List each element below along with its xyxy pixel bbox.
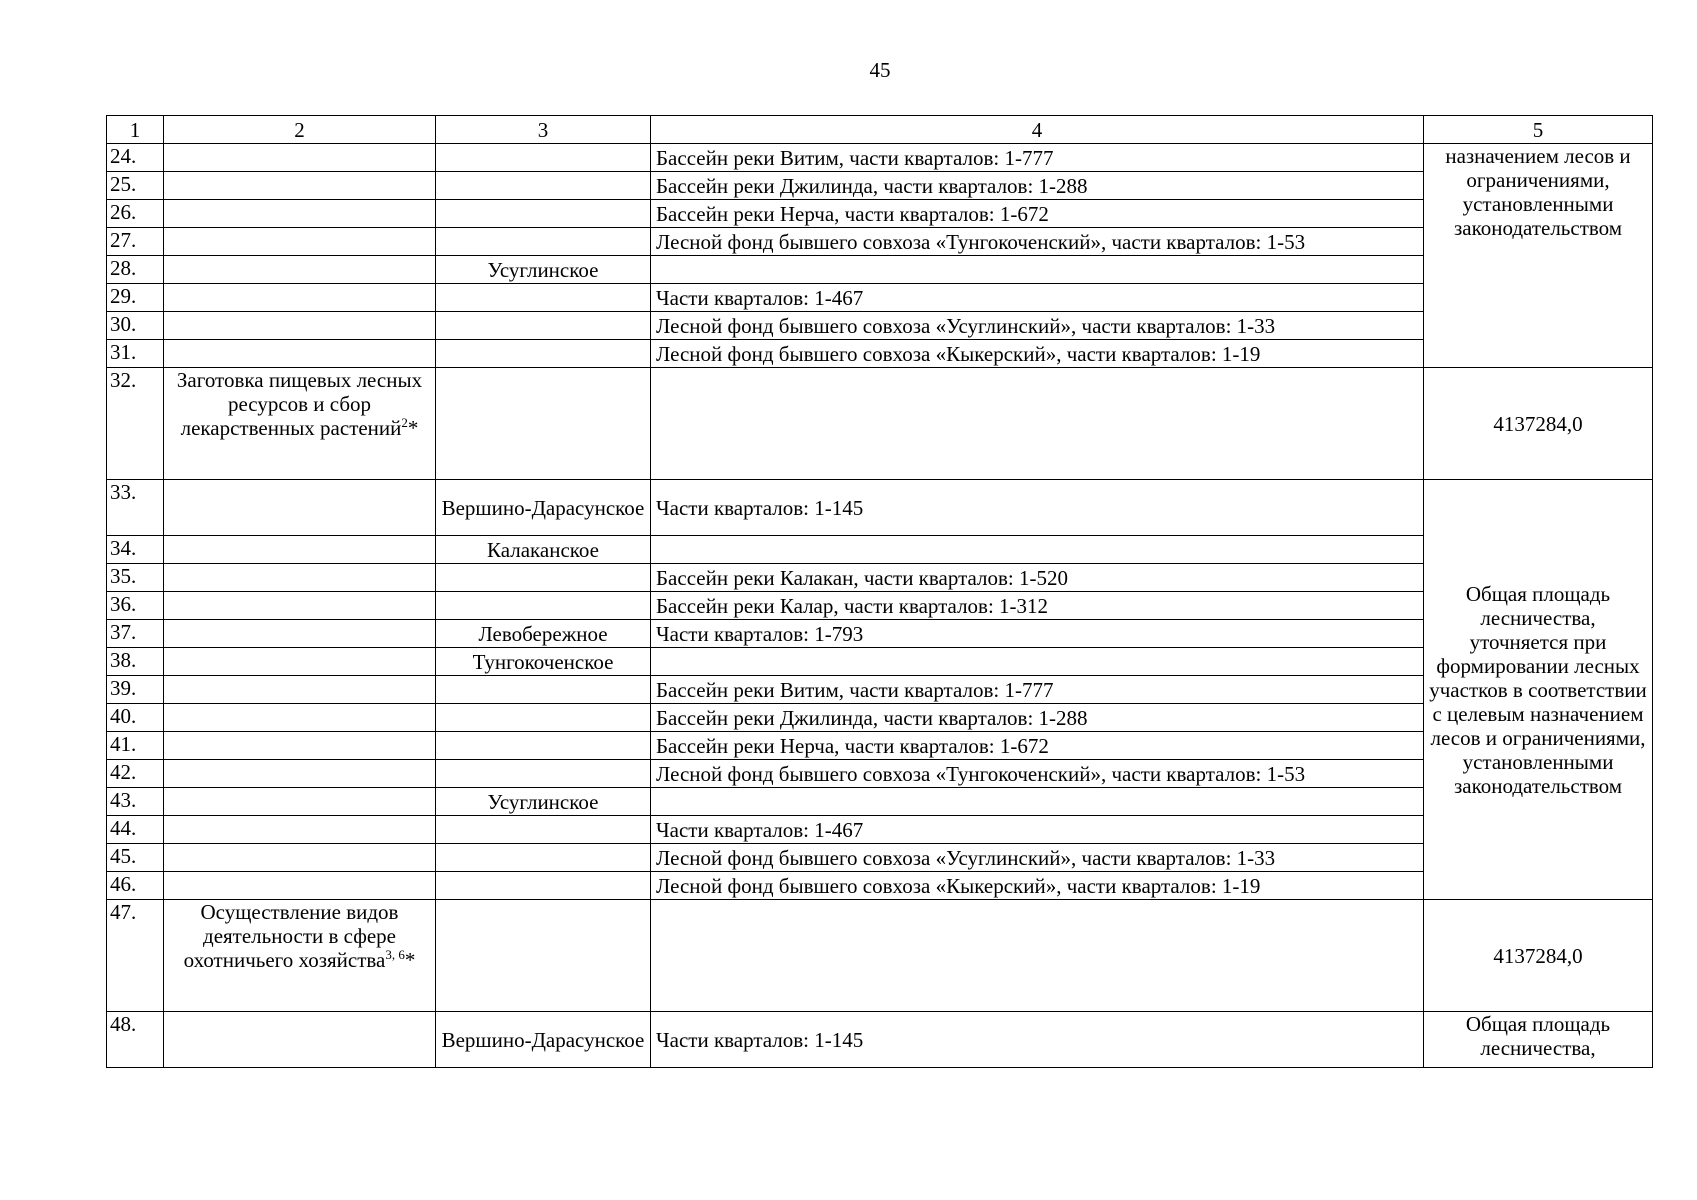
row-number: 40. xyxy=(107,704,164,732)
table-row xyxy=(107,256,1653,284)
quarters-cell: Лесной фонд бывшего совхоза «Усуглинский», части кварталов: 1-33 xyxy=(651,312,1424,340)
quarters-cell xyxy=(651,368,1424,480)
table-row xyxy=(107,368,1653,480)
area-note-cell: Общая площадь лесничества, уточняется при формировании лесных участков в соответствии с целевым назначением лесов и ограничениями, установленными законодательством xyxy=(1424,480,1653,900)
activity-cell xyxy=(164,536,436,564)
row-number: 24. xyxy=(107,144,164,172)
district-cell xyxy=(436,228,651,256)
quarters-cell: Бассейн реки Калар, части кварталов: 1-312 xyxy=(651,592,1424,620)
district-cell xyxy=(436,900,651,1012)
row-number: 31. xyxy=(107,340,164,368)
row-number: 47. xyxy=(107,900,164,1012)
row-number: 35. xyxy=(107,564,164,592)
header-cell: 1 xyxy=(107,116,164,144)
row-number: 36. xyxy=(107,592,164,620)
quarters-cell: Лесной фонд бывшего совхоза «Кыкерский», части кварталов: 1-19 xyxy=(651,872,1424,900)
district-cell: Калаканское xyxy=(436,536,651,564)
quarters-cell xyxy=(651,648,1424,676)
district-cell xyxy=(436,872,651,900)
header-row xyxy=(107,116,1653,144)
header-cell: 5 xyxy=(1424,116,1653,144)
header-cell: 3 xyxy=(436,116,651,144)
table-row xyxy=(107,480,1653,536)
quarters-cell: Части кварталов: 1-145 xyxy=(651,1012,1424,1068)
table-row xyxy=(107,564,1653,592)
table-row xyxy=(107,200,1653,228)
district-cell xyxy=(436,676,651,704)
quarters-cell: Лесной фонд бывшего совхоза «Тунгокоченский», части кварталов: 1-53 xyxy=(651,228,1424,256)
activity-cell xyxy=(164,312,436,340)
quarters-cell: Бассейн реки Калакан, части кварталов: 1-520 xyxy=(651,564,1424,592)
header-cell: 2 xyxy=(164,116,436,144)
row-number: 28. xyxy=(107,256,164,284)
district-cell xyxy=(436,844,651,872)
district-cell xyxy=(436,704,651,732)
activity-cell xyxy=(164,200,436,228)
quarters-cell: Бассейн реки Джилинда, части кварталов: 1-288 xyxy=(651,704,1424,732)
quarters-cell: Лесной фонд бывшего совхоза «Кыкерский», части кварталов: 1-19 xyxy=(651,340,1424,368)
row-number: 25. xyxy=(107,172,164,200)
table-row xyxy=(107,648,1653,676)
quarters-cell xyxy=(651,256,1424,284)
activity-cell xyxy=(164,676,436,704)
activity-cell xyxy=(164,284,436,312)
row-number: 39. xyxy=(107,676,164,704)
footnote-ref: 2 xyxy=(401,415,408,430)
district-cell xyxy=(436,284,651,312)
row-number: 27. xyxy=(107,228,164,256)
activity-cell xyxy=(164,564,436,592)
district-cell xyxy=(436,368,651,480)
activity-cell xyxy=(164,900,436,1012)
activity-cell xyxy=(164,620,436,648)
table-row xyxy=(107,312,1653,340)
district-cell xyxy=(436,592,651,620)
table-row xyxy=(107,704,1653,732)
quarters-cell xyxy=(651,900,1424,1012)
activity-cell xyxy=(164,732,436,760)
activity-cell xyxy=(164,592,436,620)
activity-cell xyxy=(164,228,436,256)
district-cell xyxy=(436,816,651,844)
row-number: 48. xyxy=(107,1012,164,1068)
footnote-asterisk: * xyxy=(404,948,416,972)
area-note-cell: Общая площадь лесничества, xyxy=(1424,1012,1653,1068)
district-cell xyxy=(436,172,651,200)
district-cell xyxy=(436,200,651,228)
district-cell: Левобережное xyxy=(436,620,651,648)
activity-cell xyxy=(164,340,436,368)
header-cell: 4 xyxy=(651,116,1424,144)
quarters-cell: Лесной фонд бывшего совхоза «Тунгокоченский», части кварталов: 1-53 xyxy=(651,760,1424,788)
quarters-cell: Бассейн реки Нерча, части кварталов: 1-672 xyxy=(651,200,1424,228)
quarters-cell: Бассейн реки Нерча, части кварталов: 1-672 xyxy=(651,732,1424,760)
activity-cell xyxy=(164,1012,436,1068)
table-row xyxy=(107,228,1653,256)
table-row xyxy=(107,788,1653,816)
table-row xyxy=(107,844,1653,872)
activity-cell xyxy=(164,816,436,844)
table-row xyxy=(107,340,1653,368)
table-row xyxy=(107,172,1653,200)
row-number: 34. xyxy=(107,536,164,564)
row-number: 26. xyxy=(107,200,164,228)
activity-cell xyxy=(164,648,436,676)
district-cell xyxy=(436,564,651,592)
table-row xyxy=(107,816,1653,844)
table-row xyxy=(107,620,1653,648)
table-row xyxy=(107,676,1653,704)
row-number: 30. xyxy=(107,312,164,340)
row-number: 37. xyxy=(107,620,164,648)
district-cell xyxy=(436,760,651,788)
activity-cell xyxy=(164,704,436,732)
row-number: 46. xyxy=(107,872,164,900)
quarters-cell xyxy=(651,536,1424,564)
row-number: 38. xyxy=(107,648,164,676)
area-value-cell: 4137284,0 xyxy=(1424,368,1653,480)
quarters-cell: Части кварталов: 1-793 xyxy=(651,620,1424,648)
table-row xyxy=(107,900,1653,1012)
activity-cell xyxy=(164,788,436,816)
row-number: 29. xyxy=(107,284,164,312)
row-number: 32. xyxy=(107,368,164,480)
activity-cell xyxy=(164,256,436,284)
quarters-cell xyxy=(651,788,1424,816)
activity-cell xyxy=(164,480,436,536)
district-cell: Вершино-Дарасунское xyxy=(436,480,651,536)
table-row xyxy=(107,732,1653,760)
row-number: 41. xyxy=(107,732,164,760)
district-cell xyxy=(436,732,651,760)
table-row xyxy=(107,872,1653,900)
table-row xyxy=(107,760,1653,788)
footnote-ref: 3, 6 xyxy=(385,947,405,962)
quarters-cell: Бассейн реки Витим, части кварталов: 1-777 xyxy=(651,676,1424,704)
district-cell: Усуглинское xyxy=(436,788,651,816)
quarters-cell: Части кварталов: 1-467 xyxy=(651,816,1424,844)
district-cell xyxy=(436,340,651,368)
quarters-cell: Бассейн реки Джилинда, части кварталов: 1-288 xyxy=(651,172,1424,200)
activity-cell xyxy=(164,872,436,900)
activity-text: Заготовка пищевых лесных ресурсов и сбор лекарственных растений xyxy=(176,368,423,440)
activity-cell xyxy=(164,844,436,872)
row-number: 45. xyxy=(107,844,164,872)
activity-cell xyxy=(164,368,436,480)
activity-cell xyxy=(164,760,436,788)
footnote-asterisk: * xyxy=(407,416,419,440)
table-row xyxy=(107,144,1653,172)
area-value-cell: 4137284,0 xyxy=(1424,900,1653,1012)
row-number: 42. xyxy=(107,760,164,788)
area-note-cell: назначением лесов и ограничениями, установленными законодательством xyxy=(1424,144,1653,368)
table-row xyxy=(107,592,1653,620)
quarters-cell: Части кварталов: 1-467 xyxy=(651,284,1424,312)
activity-cell xyxy=(164,144,436,172)
row-number: 43. xyxy=(107,788,164,816)
table-row xyxy=(107,536,1653,564)
quarters-cell: Бассейн реки Витим, части кварталов: 1-777 xyxy=(651,144,1424,172)
quarters-cell: Части кварталов: 1-145 xyxy=(651,480,1424,536)
district-cell xyxy=(436,144,651,172)
row-number: 44. xyxy=(107,816,164,844)
district-cell xyxy=(436,312,651,340)
page-number: 45 xyxy=(869,58,891,82)
table-row xyxy=(107,1012,1653,1068)
quarters-cell: Лесной фонд бывшего совхоза «Усуглинский», части кварталов: 1-33 xyxy=(651,844,1424,872)
district-cell: Усуглинское xyxy=(436,256,651,284)
district-cell: Тунгокоченское xyxy=(436,648,651,676)
activity-cell xyxy=(164,172,436,200)
activity-text: Осуществление видов деятельности в сфере охотничьего хозяйства xyxy=(183,900,399,972)
forest-use-table xyxy=(106,115,1653,1068)
district-cell: Вершино-Дарасунское xyxy=(436,1012,651,1068)
table-row xyxy=(107,284,1653,312)
row-number: 33. xyxy=(107,480,164,536)
